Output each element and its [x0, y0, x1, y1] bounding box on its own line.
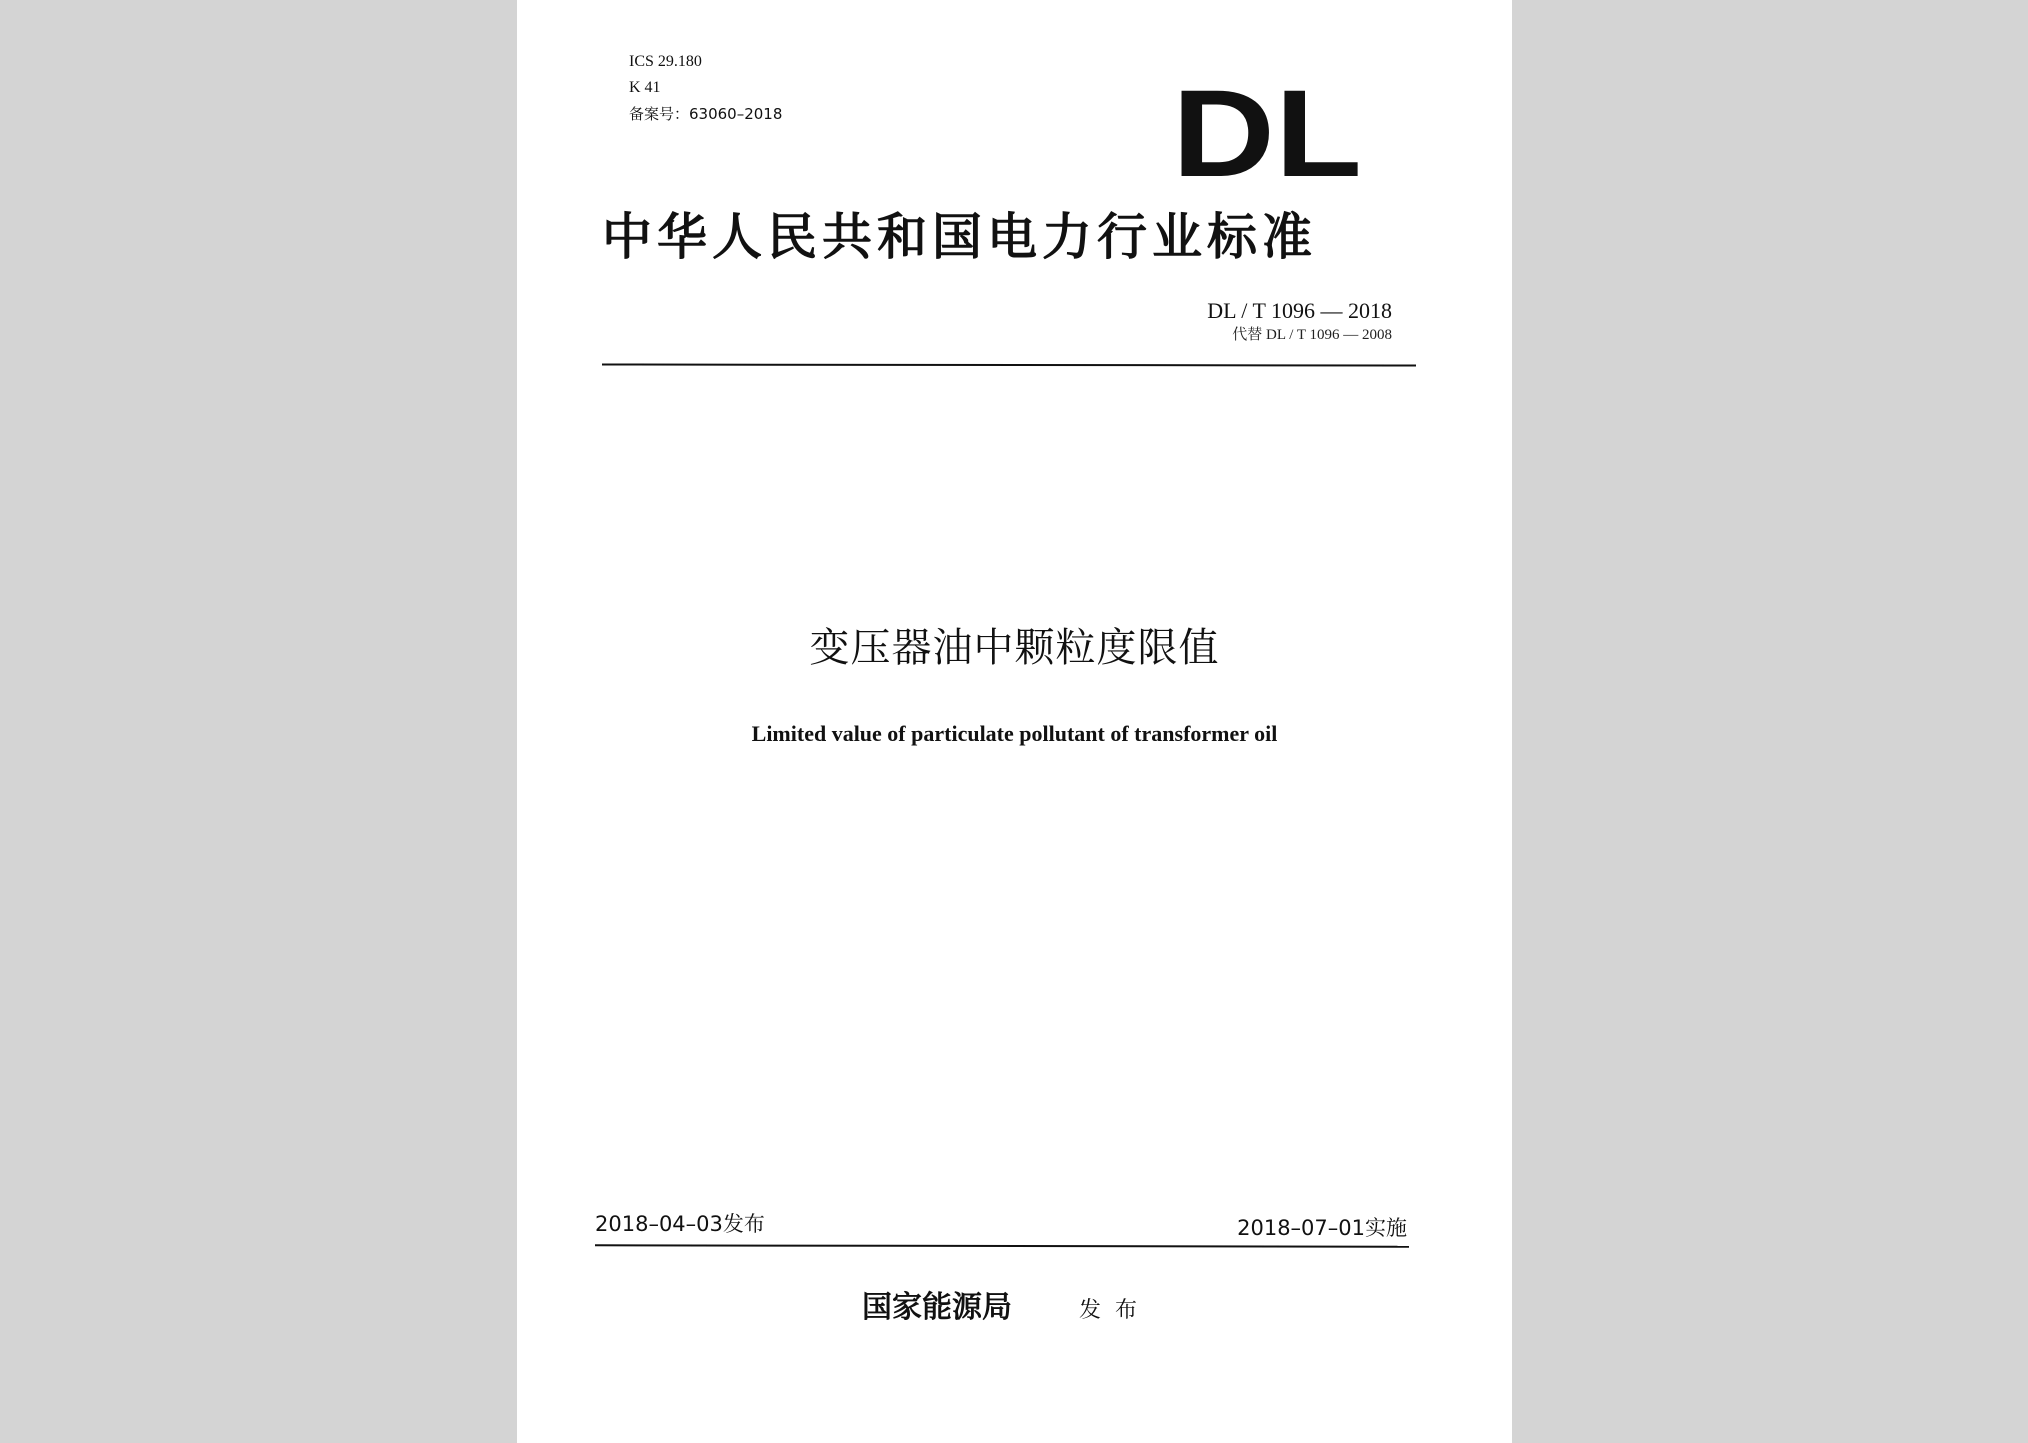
issue-date: 2018–04–03发布 [595, 1212, 765, 1236]
implementation-date: 2018–07–01实施 [1237, 1216, 1407, 1240]
ics-code: ICS 29.180 [629, 53, 702, 70]
document-page [517, 0, 1512, 1443]
publish-label: 发布 [1079, 1298, 1152, 1323]
logo-text: DL [1172, 84, 1362, 180]
dl-logo [1172, 84, 1367, 180]
header-divider [602, 364, 1416, 367]
standard-number: DL / T 1096 — 2018 [1207, 298, 1392, 323]
classification-code: K 41 [629, 79, 661, 96]
filing-number: 备案号：63060–2018 [629, 105, 783, 123]
document-title-chinese: 变压器油中颗粒度限值 [809, 625, 1220, 671]
replaced-standard: 代替 DL / T 1096 — 2008 [1232, 327, 1392, 343]
publisher-name: 国家能源局 [862, 1290, 1012, 1325]
document-title-english: Limited value of particulate pollutant of transformer oil [751, 721, 1278, 746]
footer-divider [595, 1244, 1409, 1247]
industry-standard-title: 中华人民共和国电力行业标准 [602, 207, 1317, 266]
